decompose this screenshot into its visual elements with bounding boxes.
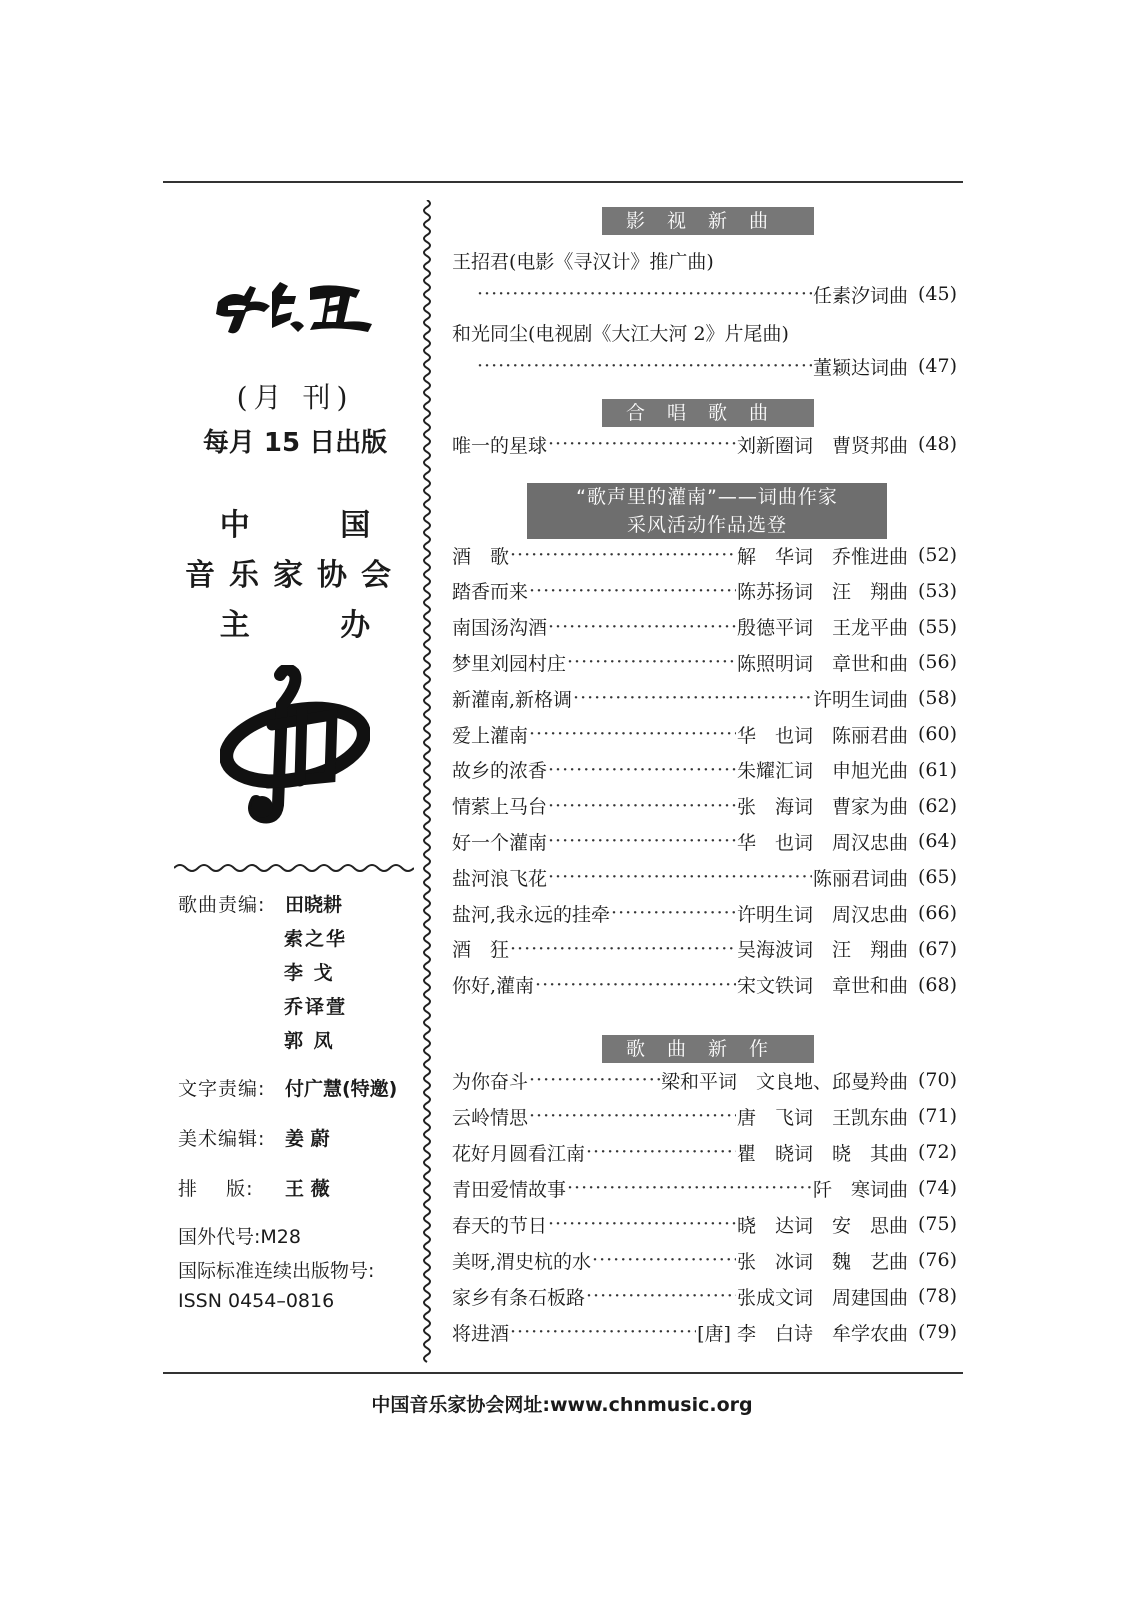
toc-credit: 张成文词 周建国曲 (736, 1286, 908, 1309)
toc-page: (79) (917, 1321, 957, 1343)
toc-entry[interactable] (452, 791, 957, 821)
treble-clef-emblem-icon (220, 665, 370, 825)
toc-page: (48) (917, 433, 957, 455)
toc-credit: 刘新圈词 曹贤邦曲 (736, 434, 908, 457)
song-editor-name: 郭 凤 (284, 1030, 335, 1052)
toc-page: (74) (917, 1177, 957, 1199)
toc-page: (70) (917, 1069, 957, 1091)
song-editor-name: 李 戈 (284, 962, 335, 984)
toc-title: 青田爱情故事 (452, 1178, 567, 1201)
toc-title: 情萦上马台 (452, 796, 548, 819)
section-header-new-songs: 歌曲新作 (602, 1035, 814, 1063)
toc-credit: 许明生词 周汉忠曲 (736, 903, 908, 926)
toc-page: (62) (917, 794, 957, 817)
toc-credit: 唐 飞词 王凯东曲 (736, 1106, 908, 1129)
toc-credit: 瞿 晓词 晓 其曲 (736, 1142, 908, 1165)
leader-dots (548, 1213, 736, 1235)
toc-entry[interactable] (452, 612, 957, 642)
layout-label: 排 版: (178, 1178, 254, 1200)
toc-title: 南国汤沟酒 (452, 617, 548, 640)
toc-page: (66) (917, 902, 957, 924)
toc-entry[interactable] (452, 1245, 957, 1275)
toc-entry[interactable] (452, 826, 957, 856)
leader-dots (548, 830, 736, 852)
leader-dots (586, 1285, 736, 1307)
toc-entry[interactable] (452, 1317, 957, 1347)
toc-page: (55) (917, 615, 957, 638)
toc-entry[interactable] (452, 862, 957, 892)
toc-title: 酒 狂 (452, 939, 510, 962)
leader-dots (548, 866, 812, 888)
section-header-chorus: 合唱歌曲 (602, 399, 814, 427)
toc-title: 盐河浪飞花 (452, 867, 548, 890)
leader-dots (586, 1141, 736, 1163)
leader-dots (535, 974, 736, 996)
toc-credit: 吴海波词 汪 翔曲 (736, 939, 908, 962)
toc-credit: 陈照明词 章世和曲 (736, 652, 908, 675)
toc-page: (60) (917, 723, 957, 745)
toc-page: (56) (917, 651, 957, 674)
toc-title: 梦里刘园村庄 (452, 652, 567, 675)
toc-credit: 张 冰词 魏 艺曲 (736, 1250, 908, 1273)
toc-title: 美呀,渭史杭的水 (452, 1250, 592, 1273)
toc-title: 好一个灌南 (452, 831, 548, 854)
leader-dots (529, 723, 736, 745)
leader-dots (477, 355, 812, 377)
toc-title: 踏香而来 (452, 581, 529, 604)
leader-dots (548, 795, 736, 817)
special-header-line-1: “歌声里的灌南”——词曲作家 (576, 486, 838, 508)
toc-credit: 陈苏扬词 汪 翔曲 (736, 581, 908, 604)
toc-page: (61) (917, 758, 957, 781)
leader-dots (611, 902, 736, 924)
toc-credit: 董颖达词曲 (812, 356, 908, 379)
foreign-code: 国外代号:M28 (178, 1226, 301, 1248)
vertical-ornamental-divider (420, 200, 434, 1365)
toc-entry[interactable] (452, 1065, 957, 1095)
art-editor-name: 姜 蔚 (285, 1128, 330, 1150)
masthead-column (170, 190, 420, 1365)
toc-entry[interactable] (452, 1209, 957, 1239)
bottom-rule (163, 1372, 963, 1374)
section-header-special (527, 483, 887, 539)
leader-dots (529, 1105, 736, 1127)
song-editor-name: 乔译萱 (284, 996, 348, 1018)
sponsor-line-1: 中 国 (219, 508, 411, 543)
toc-entry[interactable] (452, 540, 957, 570)
monthly-label: (月 刊) (236, 381, 354, 414)
leader-dots (592, 1249, 736, 1271)
toc-page: (75) (917, 1213, 957, 1235)
toc-page: (65) (917, 866, 957, 889)
toc-title: 故乡的浓香 (452, 760, 548, 783)
toc-title: 花好月圆看江南 (452, 1142, 586, 1165)
leader-dots (567, 1177, 812, 1199)
toc-credit: 朱耀汇词 申旭光曲 (736, 760, 908, 783)
toc-credit: 晓 达词 安 思曲 (736, 1214, 908, 1237)
leader-dots (548, 433, 736, 455)
toc-entry[interactable] (452, 576, 957, 606)
toc-title: 盐河,我永远的挂牵 (452, 903, 611, 926)
toc-entry[interactable] (452, 934, 957, 964)
leader-dots (567, 651, 736, 673)
special-header-line-2: 采风活动作品选登 (626, 514, 787, 536)
toc-entry[interactable] (452, 429, 957, 459)
toc-entry[interactable] (476, 279, 957, 309)
toc-title: 你好,灌南 (452, 975, 535, 998)
toc-title: 为你奋斗 (452, 1070, 529, 1093)
toc-credit: 梁和平词 文良地、邱曼羚曲 (660, 1070, 908, 1093)
toc-entry[interactable] (452, 1101, 957, 1131)
sponsor-line-3: 主 办 (219, 608, 411, 643)
toc-title: 将进酒 (452, 1322, 510, 1345)
art-editor-row (178, 1124, 330, 1151)
toc-credit: 许明生词曲 (812, 688, 908, 711)
toc-entry[interactable] (452, 970, 957, 1000)
toc-credit: 阡 寒词曲 (812, 1178, 908, 1201)
leader-dots (529, 1069, 660, 1091)
toc-credit: 任素汐词曲 (812, 284, 908, 307)
top-rule (163, 181, 963, 183)
text-editor-label: 文字责编: (178, 1078, 266, 1100)
table-of-contents (452, 195, 957, 1370)
toc-entry[interactable] (452, 1137, 957, 1167)
toc-credit: 解 华词 乔惟进曲 (736, 545, 908, 568)
toc-title: 新灌南,新格调 (452, 688, 573, 711)
song-editor-row (178, 890, 342, 917)
leader-dots (573, 687, 812, 709)
ornamental-wave-divider (174, 862, 414, 874)
leader-dots (477, 283, 812, 305)
toc-credit: 华 也词 周汉忠曲 (736, 831, 908, 854)
toc-credit: 宋文铁词 章世和曲 (736, 975, 908, 998)
issn-label: 国际标准连续出版物号: (178, 1260, 375, 1282)
song-editor-name: 田晓耕 (285, 894, 343, 916)
toc-credit: 殷德平词 王龙平曲 (736, 617, 908, 640)
toc-page: (52) (917, 544, 957, 566)
toc-page: (68) (917, 973, 957, 996)
publish-date: 每月 15 日出版 (202, 428, 388, 458)
toc-credit: 张 海词 曹家为曲 (736, 796, 908, 819)
layout-name: 王 薇 (285, 1178, 330, 1200)
section-header-film: 影视新曲 (602, 207, 814, 235)
toc-page: (58) (917, 687, 957, 710)
leader-dots (510, 544, 736, 566)
layout-editor-row (178, 1174, 330, 1201)
art-editor-label: 美术编辑: (178, 1128, 266, 1150)
toc-title: 爱上灌南 (452, 724, 529, 747)
toc-title: 云岭情思 (452, 1106, 529, 1129)
toc-entry[interactable] (452, 683, 957, 713)
toc-page: (45) (917, 283, 957, 305)
song-editor-name: 索之华 (284, 928, 348, 950)
toc-entry[interactable] (476, 351, 957, 381)
leader-dots (529, 580, 736, 602)
toc-entry-title: 和光同尘(电视剧《大江大河 2》片尾曲) (452, 323, 789, 345)
toc-page: (53) (917, 579, 957, 602)
toc-entry-title: 王招君(电影《寻汉计》推广曲) (452, 251, 714, 273)
issn-number: ISSN 0454–0816 (178, 1290, 335, 1312)
toc-page: (71) (917, 1105, 957, 1127)
toc-credit: 华 也词 陈丽君曲 (736, 724, 908, 747)
toc-page: (78) (917, 1285, 957, 1307)
toc-entry[interactable] (452, 898, 957, 928)
toc-entry[interactable] (452, 755, 957, 785)
toc-page: (47) (917, 355, 957, 377)
toc-page: (76) (917, 1249, 957, 1271)
toc-title: 酒 歌 (452, 545, 510, 568)
sponsor-line-2: 音乐家协会 (185, 558, 405, 593)
toc-page: (64) (917, 830, 957, 853)
text-editor-name: 付广慧(特邀) (285, 1078, 398, 1100)
toc-title: 家乡有条石板路 (452, 1286, 586, 1309)
toc-entry[interactable] (452, 647, 957, 677)
toc-entry[interactable] (452, 1281, 957, 1311)
song-editor-label: 歌曲责编: (178, 894, 266, 916)
toc-page: (67) (917, 937, 957, 960)
toc-title: 唯一的星球 (452, 434, 548, 457)
leader-dots (548, 616, 736, 638)
toc-credit: [唐] 李 白诗 牟学农曲 (697, 1322, 908, 1345)
text-editor-row (178, 1074, 397, 1101)
toc-credit: 陈丽君词曲 (812, 867, 908, 890)
toc-entry[interactable] (452, 719, 957, 749)
toc-page: (72) (917, 1141, 957, 1163)
toc-entry[interactable] (452, 1173, 957, 1203)
toc-title: 春天的节日 (452, 1214, 548, 1237)
leader-dots (510, 938, 736, 960)
leader-dots (548, 759, 736, 781)
website-footer[interactable]: 中国音乐家协会网址:www.chnmusic.org (371, 1394, 753, 1416)
magazine-title-logo (210, 272, 375, 342)
leader-dots (510, 1321, 696, 1343)
